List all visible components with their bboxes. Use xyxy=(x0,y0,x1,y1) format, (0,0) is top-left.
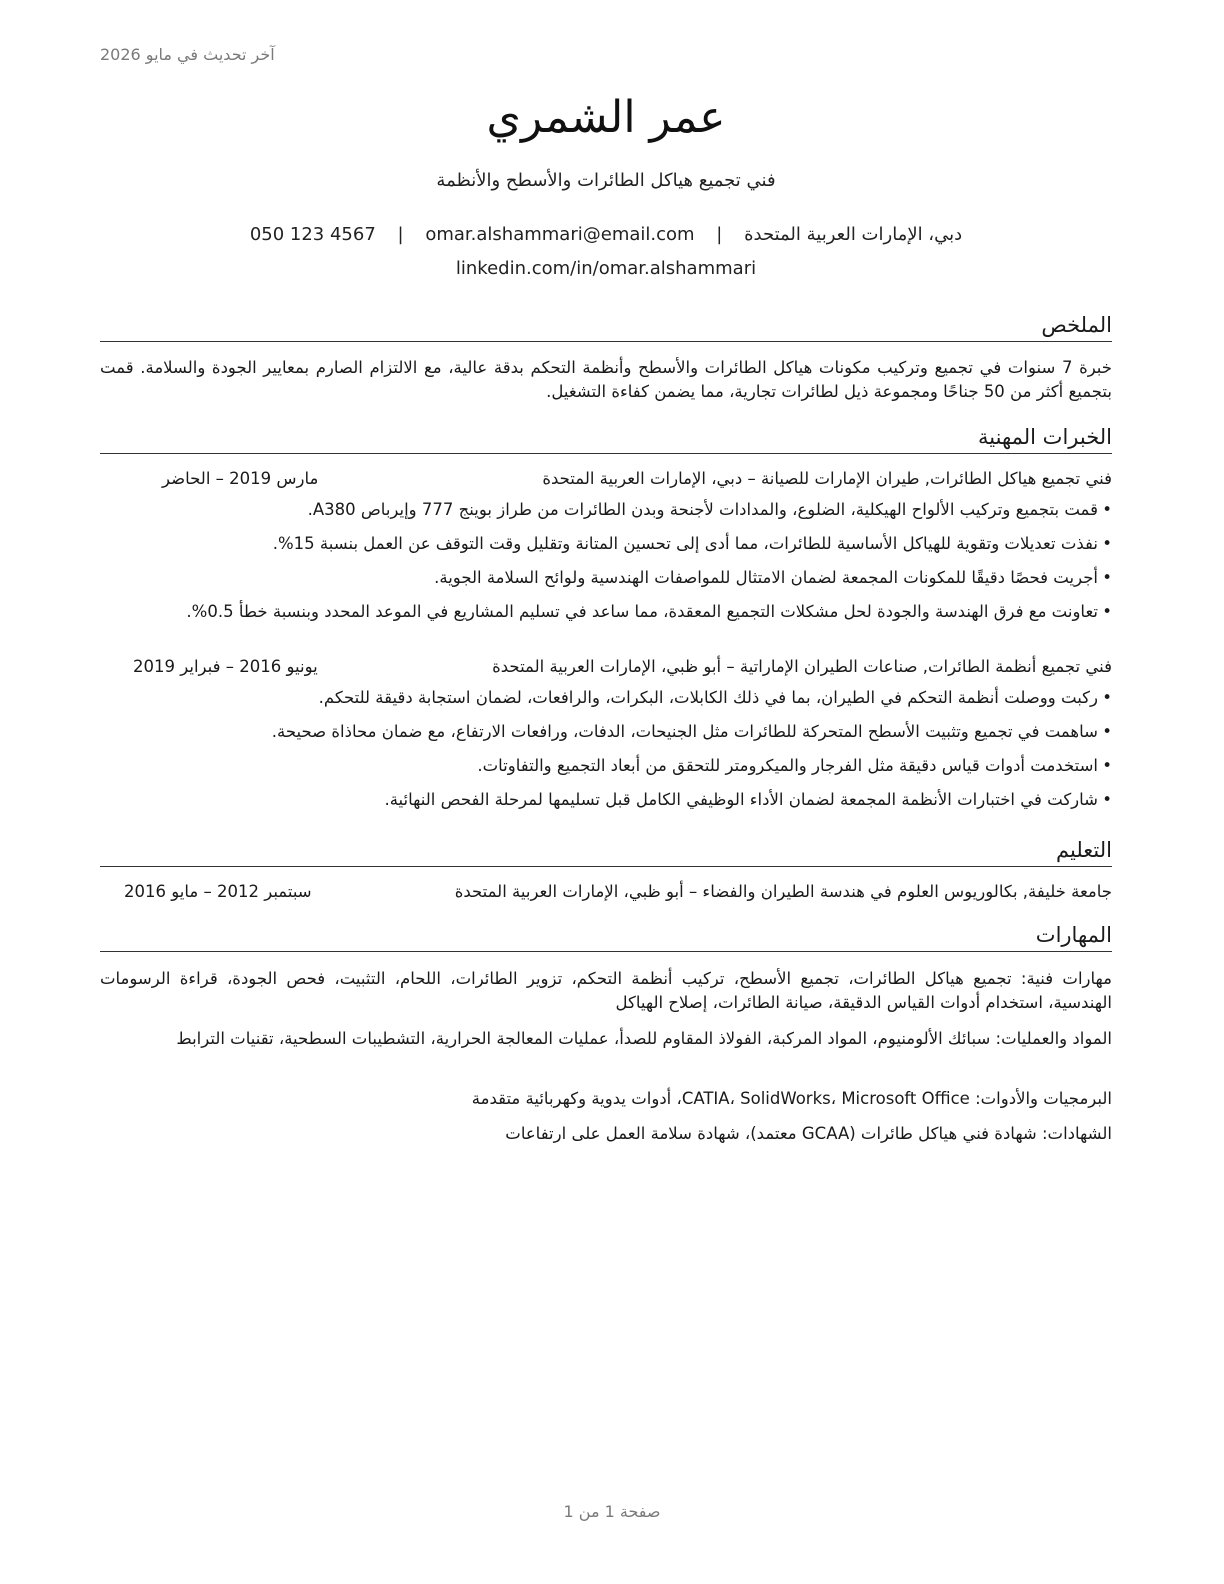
list-item: •استخدمت أدوات قياس دقيقة مثل الفرجار والميكرومتر للتحقق من أبعاد التجميع والتفاوتات. xyxy=(477,756,1112,775)
email-link[interactable]: omar.alshammari@email.com xyxy=(425,224,695,245)
last-updated-note: آخر تحديث في مايو 2026 xyxy=(100,45,275,64)
list-item: •ساهمت في تجميع وتثبيت الأسطح المتحركة للطائرات مثل الجنيحات، الدفات، ورافعات الارتفاع، مع ضمان محاذاة صحيحة. xyxy=(271,722,1112,741)
contact-line xyxy=(100,224,1112,245)
job-title-company: فني تجميع هياكل الطائرات, طيران الإمارات للصيانة – دبي، الإمارات العربية المتحدة xyxy=(542,469,1112,488)
list-item: •نفذت تعديلات وتقوية للهياكل الأساسية للطائرات، مما أدى إلى تحسين المتانة وتقليل وقت التوقف عن العمل بنسبة 15%. xyxy=(272,534,1112,553)
list-item: •قمت بتجميع وتركيب الألواح الهيكلية، الضلوع، والمدادات لأجنحة وبدن الطائرات من طراز بوينج 777 وإيرباص A380. xyxy=(307,500,1112,519)
resume-page xyxy=(100,0,1112,1584)
location: دبي، الإمارات العربية المتحدة xyxy=(744,224,963,245)
job-header xyxy=(100,655,1112,679)
list-item: •أجريت فحصًا دقيقًا للمكونات المجمعة لضمان الامتثال للمواصفات الهندسية ولوائح السلامة الجوية. xyxy=(434,568,1112,587)
degree-institution: جامعة خليفة, بكالوريوس العلوم في هندسة الطيران والفضاء – أبو ظبي، الإمارات العربية المتحدة xyxy=(454,882,1112,901)
skills-technical: مهارات فنية: تجميع هياكل الطائرات، تجميع الأسطح، تركيب أنظمة التحكم، تزوير الطائرات، اللحام، التثبيت، فحص الجودة، قراءة الرسومات الهندسية، استخدام أدوات القياس الدقيقة، صيانة الطائرات، إصلاح الهياكل xyxy=(100,969,1112,1012)
skills-heading: المهارات xyxy=(100,921,1112,952)
job-title: فني تجميع هياكل الطائرات والأسطح والأنظمة xyxy=(436,170,776,191)
skills-software: البرمجيات والأدوات: CATIA، SolidWorks، Microsoft Office، أدوات يدوية وكهربائية متقدمة xyxy=(471,1089,1112,1108)
job-title-company: فني تجميع أنظمة الطائرات, صناعات الطيران الإماراتية – أبو ظبي، الإمارات العربية المتحدة xyxy=(492,657,1112,676)
list-item: •شاركت في اختبارات الأنظمة المجمعة لضمان الأداء الوظيفي الكامل قبل تسليمها لمرحلة الفحص النهائية. xyxy=(384,790,1112,809)
education-dates: سبتمبر 2012 – مايو 2016 xyxy=(124,882,312,901)
skills-materials: المواد والعمليات: سبائك الألومنيوم، المواد المركبة، الفولاذ المقاوم للصدأ، عمليات المعالجة الحرارية، التشطيبات السطحية، تقنيات الترابط xyxy=(176,1029,1112,1048)
education-entry xyxy=(100,880,1112,904)
phone-number: 050 123 4567 xyxy=(249,224,376,245)
summary-text: خبرة 7 سنوات في تجميع وتركيب مكونات هياكل الطائرات والأسطح وأنظمة التحكم بدقة عالية، مع الالتزام الصارم بمعايير الجودة والسلامة. قمت بتجميع أكثر من 50 جناحًا ومجموعة ذيل لطائرات تجارية، مما يضمن كفاءة التشغيل. xyxy=(100,358,1112,401)
linkedin-link[interactable]: linkedin.com/in/omar.alshammari xyxy=(455,258,757,279)
job-header xyxy=(100,467,1112,491)
job-dates: مارس 2019 – الحاضر xyxy=(162,469,319,488)
education-heading: التعليم xyxy=(100,836,1112,867)
job-bullets xyxy=(80,498,1112,634)
page-number: صفحة 1 من 1 xyxy=(563,1502,661,1521)
list-item: •تعاونت مع فرق الهندسة والجودة لحل مشكلات التجميع المعقدة، مما ساعد في تسليم المشاريع في الموعد المحدد وبنسبة خطأ 0.5%. xyxy=(186,602,1112,621)
summary-heading: الملخص xyxy=(100,311,1112,342)
job-bullets xyxy=(80,686,1112,822)
separator: | xyxy=(716,224,723,245)
separator: | xyxy=(397,224,404,245)
list-item: •ركبت ووصلت أنظمة التحكم في الطيران، بما في ذلك الكابلات، البكرات، والرافعات، لضمان استجابة دقيقة للتحكم. xyxy=(318,688,1112,707)
skills-certifications: الشهادات: شهادة فني هياكل طائرات (GCAA معتمد)، شهادة سلامة العمل على ارتفاعات xyxy=(505,1124,1112,1143)
experience-heading: الخبرات المهنية xyxy=(100,423,1112,454)
candidate-name: عمر الشمري xyxy=(486,92,726,143)
job-dates: يونيو 2016 – فبراير 2019 xyxy=(133,657,318,676)
